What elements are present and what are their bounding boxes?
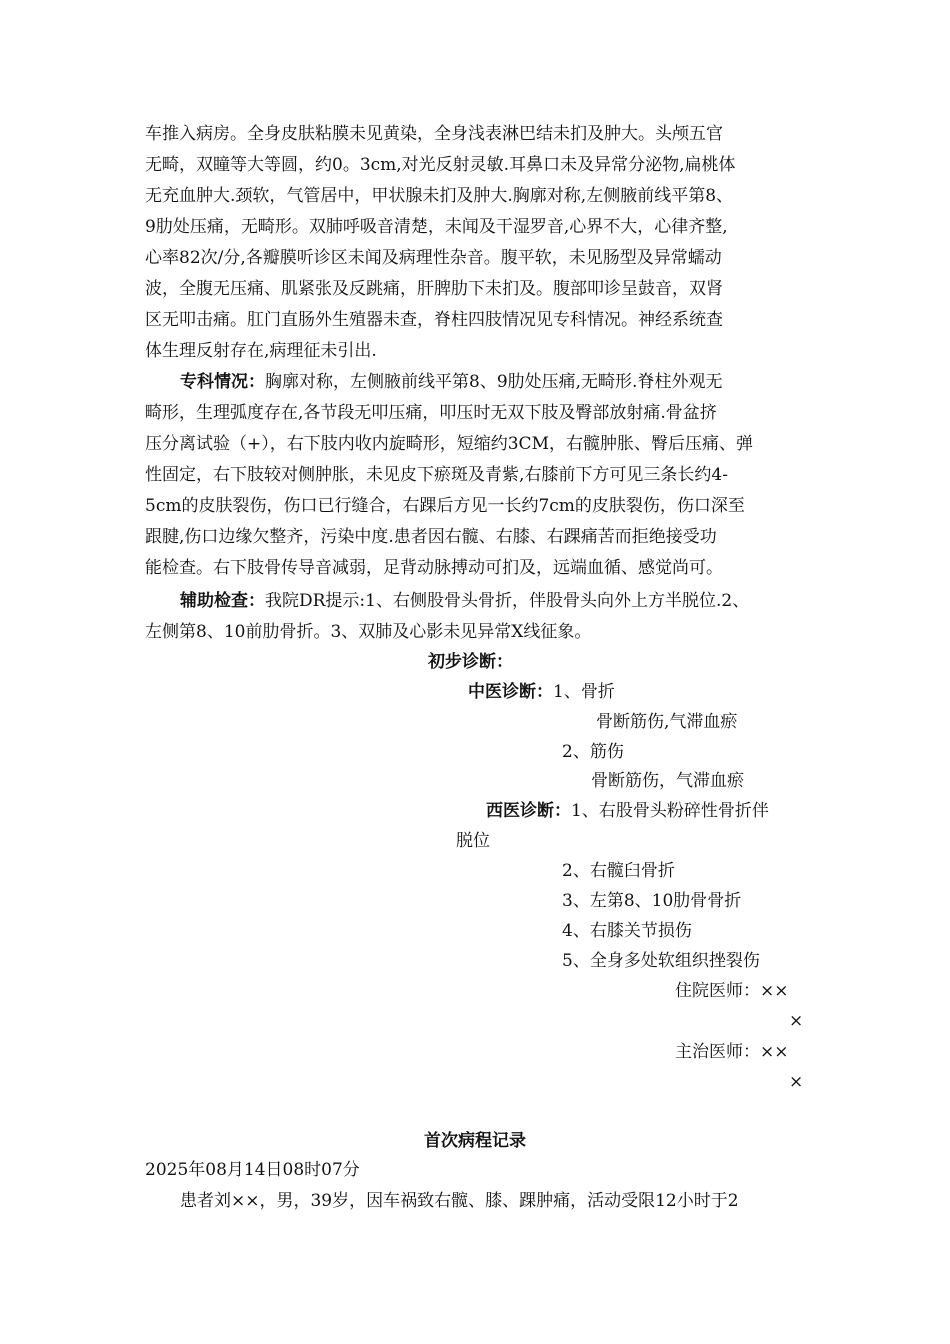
diagnosis-title: 初步诊断： — [428, 652, 513, 672]
tcm-item-1-detail: 骨断筋伤,气滞血瘀 — [596, 712, 738, 732]
specialty-line: 能检查。右下肢骨传导音减弱，足背动脉搏动可扪及，远端血循、感觉尚可。 — [145, 558, 723, 578]
exam-line: 波，全腹无压痛、肌紧张及反跳痛，肝脾肋下未扪及。腹部叩诊呈鼓音，双肾 — [145, 279, 723, 299]
auxiliary-first-line — [180, 591, 749, 611]
wm-item-3: 3、左第8、10肋骨骨折 — [562, 891, 742, 911]
attending-signature-cont: × — [789, 1072, 804, 1092]
exam-line: 心率82次/分,各瓣膜听诊区未闻及病理性杂音。腹平软，未见肠型及异常蠕动 — [145, 248, 722, 268]
auxiliary-label: 辅助检查： — [180, 591, 265, 611]
specialty-line: 畸形，生理弧度存在,各节段无叩压痛，叩压时无双下肢及臀部放射痛.骨盆挤 — [145, 403, 717, 423]
course-datetime: 2025年08月14日08时07分 — [145, 1160, 360, 1180]
exam-line: 无充血肿大.颈软，气管居中，甲状腺未扪及肿大.胸廓对称,左侧腋前线平第8、 — [145, 186, 734, 206]
wm-item-1: 1、右股骨头粉碎性骨折伴 — [571, 801, 769, 821]
exam-line: 9肋处压痛，无畸形。双肺呼吸音清楚，未闻及干湿罗音,心界不大，心律齐整, — [145, 217, 728, 237]
wm-label: 西医诊断： — [486, 801, 571, 821]
auxiliary-text: 我院DR提示:1、右侧股骨头骨折，伴股骨头向外上方半脱位.2、 — [265, 591, 750, 611]
attending-signature: 主治医师：×× — [675, 1042, 789, 1062]
wm-diagnosis-row — [486, 801, 769, 821]
specialty-line: 性固定，右下肢较对侧肿胀，未见皮下瘀斑及青紫,右膝前下方可见三条长约4- — [145, 465, 728, 485]
specialty-line: 5cm的皮肤裂伤，伤口已行缝合，右踝后方见一长约7cm的皮肤裂伤，伤口深至 — [145, 496, 745, 516]
wm-item-2: 2、右髋臼骨折 — [562, 861, 675, 881]
course-first-line: 患者刘××，男，39岁，因车祸致右髋、膝、踝肿痛，活动受限12小时于2 — [180, 1191, 739, 1211]
exam-line: 车推入病房。全身皮肤粘膜未见黄染，全身浅表淋巴结未扪及肿大。头颅五官 — [145, 124, 723, 144]
resident-signature-cont: × — [789, 1011, 804, 1031]
specialty-text: 胸廓对称，左侧腋前线平第8、9肋处压痛,无畸形.脊柱外观无 — [265, 372, 723, 392]
resident-signature: 住院医师：×× — [675, 981, 789, 1001]
tcm-item-2-detail: 骨断筋伤，气滞血瘀 — [591, 771, 744, 791]
tcm-label: 中医诊断： — [468, 682, 553, 702]
specialty-line: 压分离试验（+），右下肢内收内旋畸形，短缩约3CM，右髋肿胀、臀后压痛、弹 — [145, 434, 753, 454]
tcm-diagnosis-row — [468, 682, 615, 702]
wm-item-4: 4、右膝关节损伤 — [562, 921, 692, 941]
course-title: 首次病程记录 — [424, 1131, 526, 1151]
specialty-line: 跟腱,伤口边缘欠整齐，污染中度.患者因右髋、右膝、右踝痛苦而拒绝接受功 — [145, 527, 717, 547]
wm-item-5: 5、全身多处软组织挫裂伤 — [562, 951, 760, 971]
specialty-first-line — [180, 372, 722, 392]
exam-line: 区无叩击痛。肛门直肠外生殖器未查，脊柱四肢情况见专科情况。神经系统查 — [145, 310, 723, 330]
wm-item-1-cont: 脱位 — [456, 831, 490, 851]
specialty-label: 专科情况： — [180, 372, 265, 392]
exam-line: 无畸，双瞳等大等圆，约0。3cm,对光反射灵敏.耳鼻口未及异常分泌物,扁桃体 — [145, 155, 736, 175]
tcm-item-2: 2、筋伤 — [562, 742, 624, 762]
tcm-item-1: 1、骨折 — [553, 682, 615, 702]
exam-line: 体生理反射存在,病理征未引出. — [145, 341, 377, 361]
auxiliary-line: 左侧第8、10前肋骨折。3、双肺及心影未见异常X线征象。 — [145, 622, 592, 642]
